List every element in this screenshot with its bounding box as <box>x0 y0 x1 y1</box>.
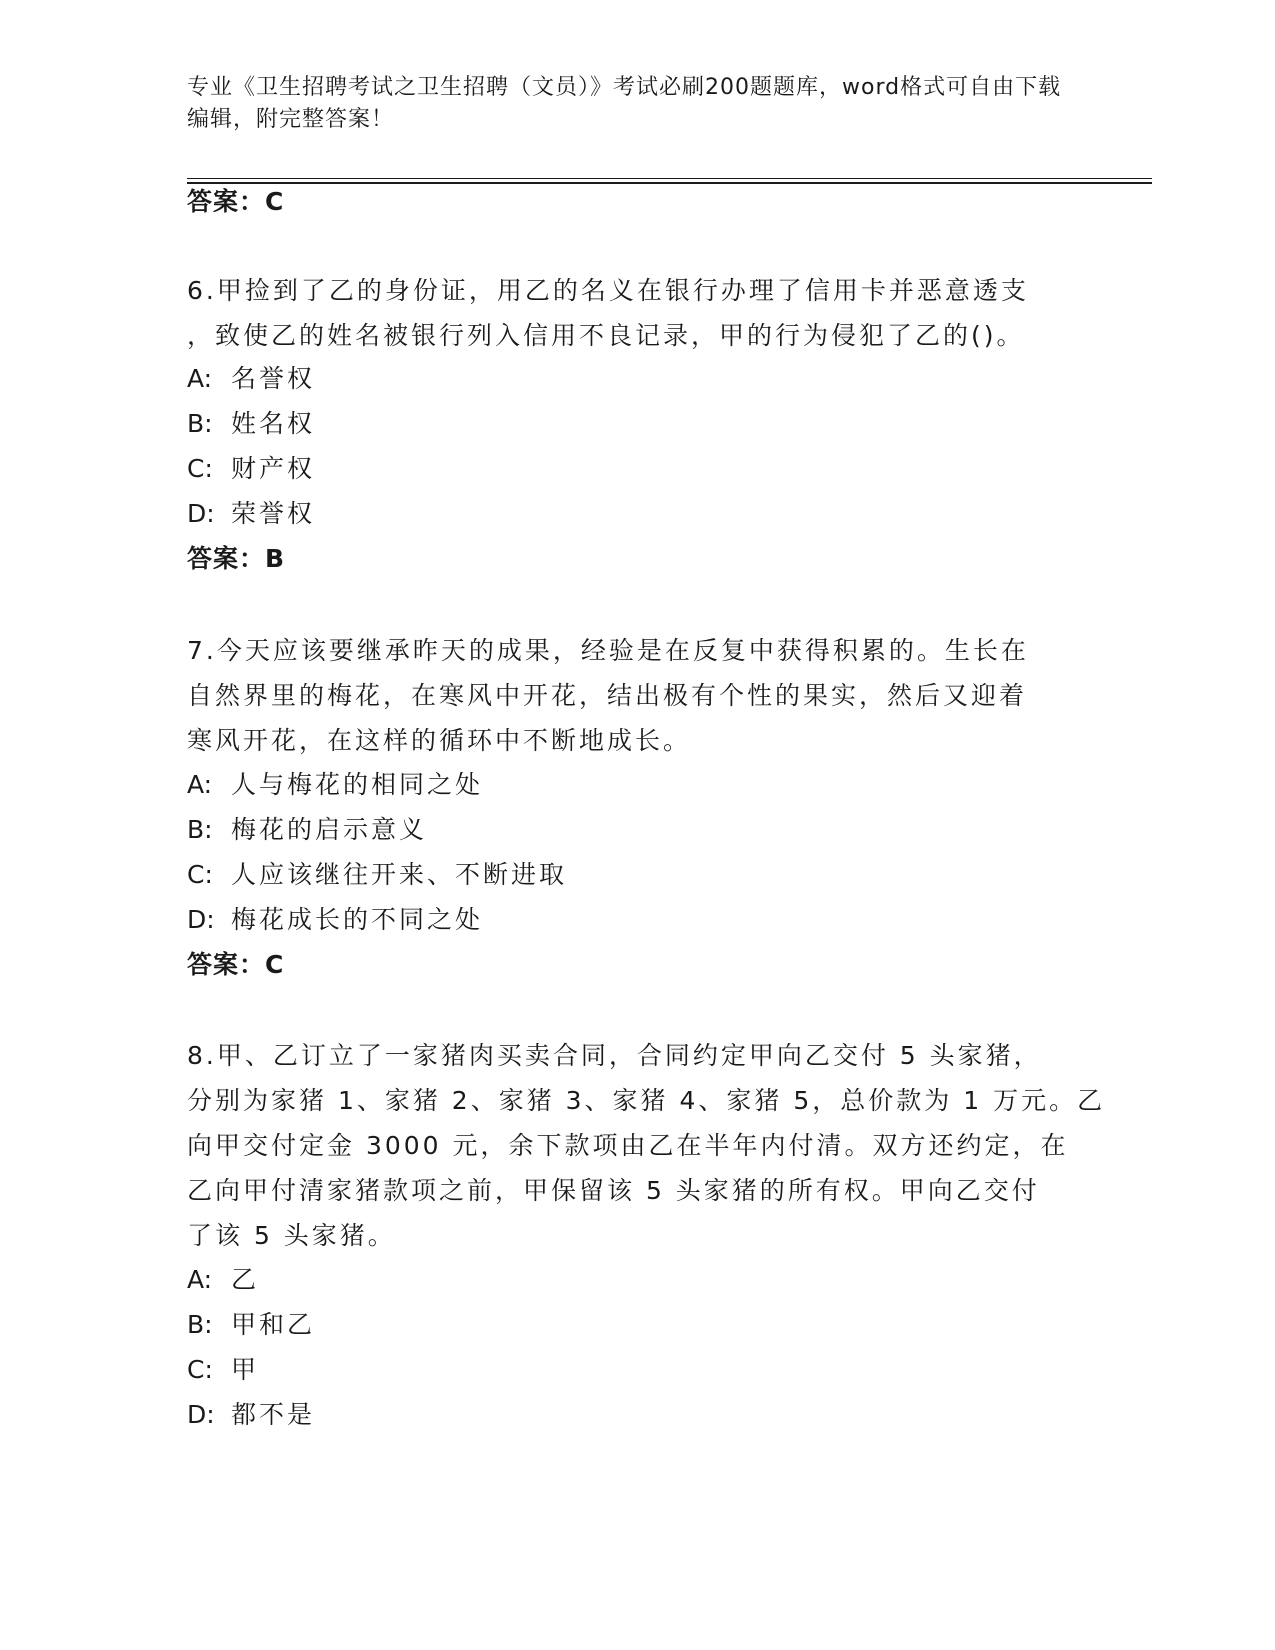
option-text: 荣誉权 <box>231 499 316 528</box>
option-key: D: <box>187 1400 215 1429</box>
option-text: 名誉权 <box>231 364 316 393</box>
question-7-option-d <box>187 905 483 935</box>
question-7-stem-line-2: 自然界里的梅花，在寒风中开花，结出极有个性的果实，然后又迎着 <box>187 681 1028 710</box>
option-key: A: <box>187 364 213 393</box>
question-6-option-d <box>187 499 315 529</box>
option-text: 梅花的启示意义 <box>231 815 428 844</box>
question-8-stem-line-4: 乙向甲付清家猪款项之前，甲保留该 5 头家猪的所有权。甲向乙交付 <box>187 1176 1040 1205</box>
question-6-stem-line-2: ，致使乙的姓名被银行列入信用不良记录，甲的行为侵犯了乙的()。 <box>187 321 1025 350</box>
question-8-option-a <box>187 1265 259 1295</box>
option-key: C: <box>187 454 213 483</box>
option-text: 梅花成长的不同之处 <box>231 905 484 934</box>
option-text: 人与梅花的相同之处 <box>231 770 484 799</box>
question-6-option-a <box>187 364 315 394</box>
option-text: 都不是 <box>231 1400 316 1429</box>
option-key: D: <box>187 905 215 934</box>
option-text: 甲 <box>231 1355 260 1384</box>
answer-q5: 答案：C <box>187 187 285 216</box>
question-6-stem <box>187 268 1087 358</box>
question-8-option-b <box>187 1310 315 1340</box>
question-7-option-a <box>187 770 483 800</box>
question-6-option-c <box>187 454 315 484</box>
question-8-stem <box>187 1033 1106 1258</box>
question-8-option-c <box>187 1355 259 1385</box>
option-key: D: <box>187 499 215 528</box>
answer-q6: 答案：B <box>187 544 286 573</box>
header-divider-thin <box>187 178 1152 179</box>
question-7-option-c <box>187 860 567 890</box>
question-8-stem-line-3: 向甲交付定金 3000 元，余下款项由乙在半年内付清。双方还约定，在 <box>187 1131 1069 1160</box>
question-7-stem <box>187 628 1087 763</box>
document-header: 专业《卫生招聘考试之卫生招聘（文员）》考试必刷200题题库，word格式可自由下载编辑，附完整答案！ <box>187 75 1062 132</box>
question-7-stem-line-1: 7.今天应该要继承昨天的成果，经验是在反复中获得积累的。生长在 <box>187 636 1029 665</box>
option-text: 甲和乙 <box>231 1310 316 1339</box>
option-key: C: <box>187 860 213 889</box>
option-key: B: <box>187 1310 213 1339</box>
question-8-option-d <box>187 1400 315 1430</box>
option-key: B: <box>187 815 213 844</box>
question-6-stem-line-1: 6.甲捡到了乙的身份证，用乙的名义在银行办理了信用卡并恶意透支 <box>187 276 1029 305</box>
option-key: C: <box>187 1355 213 1384</box>
answer-q7: 答案：C <box>187 950 285 979</box>
option-key: A: <box>187 770 213 799</box>
header-divider-thick <box>187 182 1152 184</box>
question-7-stem-line-3: 寒风开花，在这样的循环中不断地成长。 <box>187 726 692 755</box>
question-7-option-b <box>187 815 427 845</box>
option-text: 人应该继往开来、不断进取 <box>231 860 568 889</box>
option-text: 乙 <box>231 1265 260 1294</box>
option-key: A: <box>187 1265 213 1294</box>
question-8-stem-line-2: 分别为家猪 1、家猪 2、家猪 3、家猪 4、家猪 5，总价款为 1 万元。乙 <box>187 1086 1106 1115</box>
option-key: B: <box>187 409 213 438</box>
question-8-stem-line-1: 8.甲、乙订立了一家猪肉买卖合同，合同约定甲向乙交付 5 头家猪， <box>187 1041 1042 1070</box>
question-8-stem-line-5: 了该 5 头家猪。 <box>187 1221 396 1250</box>
question-6-option-b <box>187 409 315 439</box>
option-text: 姓名权 <box>231 409 316 438</box>
option-text: 财产权 <box>231 454 316 483</box>
